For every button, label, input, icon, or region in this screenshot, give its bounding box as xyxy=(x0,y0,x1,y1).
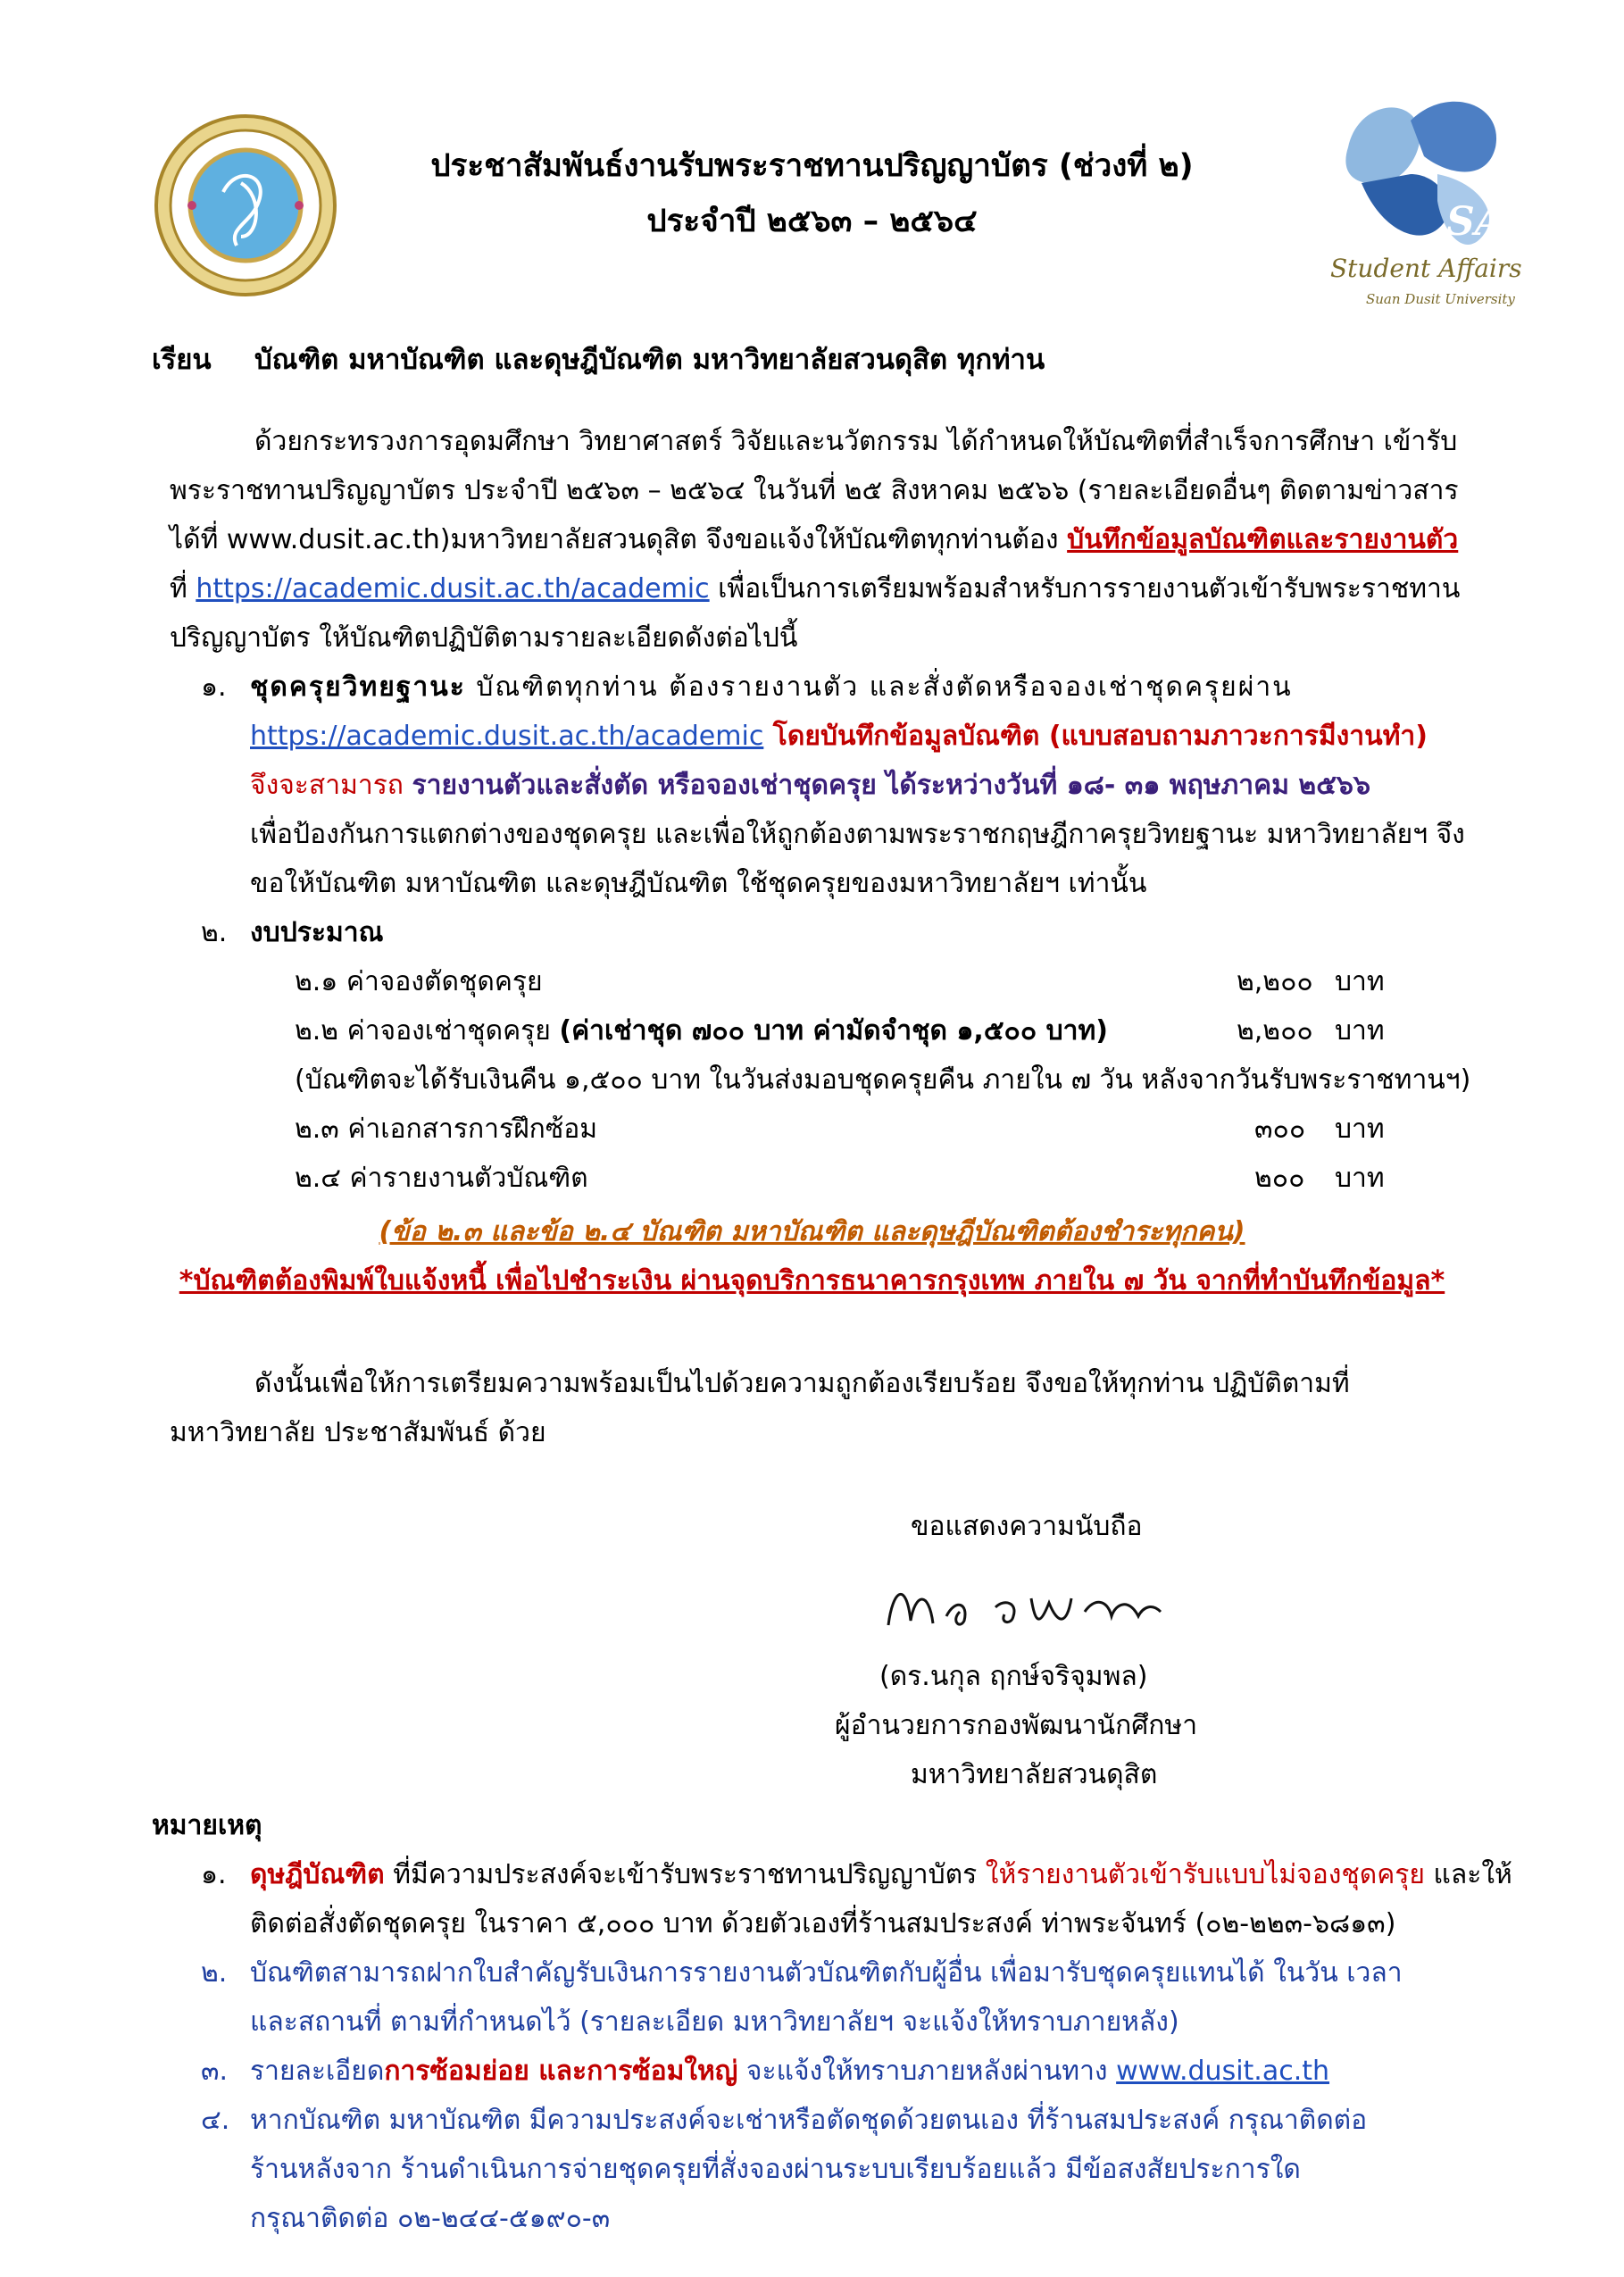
salutation-label: เรียน xyxy=(152,344,212,376)
signer-position: ผู้อำนวยการกองพัฒนานักศึกษา xyxy=(835,1710,1198,1741)
note3-rehearsal: การซ้อมย่อย และการซ้อมใหญ่ xyxy=(384,2056,738,2087)
item1-period: รายงานตัวและสั่งตัด หรือจองเช่าชุดครุย ได้ระหว่างวันที่ ๑๘- ๓๑ พฤษภาคม ๒๕๖๖ xyxy=(412,770,1370,801)
note1-text: ที่มีความประสงค์จะเข้ารับพระราชทานปริญญาบัตร xyxy=(384,1859,986,1890)
item2-number: ๒. xyxy=(201,917,228,948)
note1-line-2: ติดต่อสั่งตัดชุดครุย ในราคา ๕,๐๐๐ บาท ด้วยตัวเองที่ร้านสมประสงค์ ท่าพระจันทร์ (๐๒-๒๒๓-๖๘๑๓) xyxy=(250,1908,1396,1939)
budget-amount-2-2: ๒,๒๐๐ xyxy=(1237,1015,1313,1047)
note1-number: ๑. xyxy=(201,1859,227,1890)
item1-line-5: ขอให้บัณฑิต มหาบัณฑิต และดุษฎีบัณฑิต ใช้ชุดครุยของมหาวิทยาลัยฯ เท่านั้น xyxy=(250,868,1147,899)
note3-text: จะแจ้งให้ทราบภายหลังผ่านทาง xyxy=(737,2056,1117,2087)
handwritten-signature xyxy=(879,1572,1174,1643)
budget-amount-2-3: ๓๐๐ xyxy=(1254,1113,1306,1145)
dusit-website-link[interactable]: www.dusit.ac.th xyxy=(1116,2056,1330,2087)
budget-row-2-4 xyxy=(295,1161,588,1197)
item1-line-1 xyxy=(250,670,1293,705)
note1-line-1 xyxy=(250,1857,1512,1893)
signer-organization: มหาวิทยาลัยสวนดุสิต xyxy=(911,1759,1158,1790)
note3-prefix: รายละเอียด xyxy=(250,2056,385,2087)
record-data-notice: บันทึกข้อมูลบัณฑิตและรายงานตัว xyxy=(1067,524,1459,555)
sa-logo-mark: SA xyxy=(1446,199,1505,245)
budget-unit-2-3: บาท xyxy=(1335,1113,1385,1145)
note3-line-1 xyxy=(250,2054,1329,2089)
note4-line-3: กรุณาติดต่อ ๐๒-๒๔๔-๕๑๙๐-๓ xyxy=(250,2203,611,2234)
intro-line-4 xyxy=(170,571,1460,607)
item1-line-2 xyxy=(250,719,1428,755)
note1-highlight: ให้รายงานตัวเข้ารับแบบไม่จองชุดครุย xyxy=(985,1859,1425,1890)
student-affairs-logo-name: Student Affairs xyxy=(1330,254,1522,283)
budget-row-2-1 xyxy=(295,964,543,1000)
page-title: ประชาสัมพันธ์งานรับพระราชทานปริญญาบัตร (ช่วงที่ ๒) xyxy=(430,148,1194,184)
budget-row-label: ๒.๒ ค่าจองเช่าชุดครุย xyxy=(295,1015,560,1047)
budget-row-label: ๒.๓ ค่าเอกสารการฝึกซ้อม xyxy=(295,1113,597,1145)
budget-unit-2-1: บาท xyxy=(1335,966,1385,997)
item1-line-4: เพื่อป้องกันการแตกต่างของชุดครุย และเพื่อให้ถูกต้องตามพระราชกฤษฎีกาครุยวิทยฐานะ มหาวิทยาลัยฯ จึง xyxy=(250,819,1465,850)
budget-row-bold: (ค่าเช่าชุด ๗๐๐ บาท ค่ามัดจำชุด ๑,๕๐๐ บาท) xyxy=(559,1015,1108,1047)
intro-line-5: ปริญญาบัตร ให้บัณฑิตปฏิบัติตามรายละเอียดดังต่อไปนี้ xyxy=(170,622,798,654)
item1-line-3 xyxy=(250,768,1370,804)
budget-row-2-3 xyxy=(295,1112,597,1147)
note2-line-1: บัณฑิตสามารถฝากใบสำคัญรับเงินการรายงานตัวบัณฑิตกับผู้อื่น เพื่อมารับชุดครุยแทนได้ ในวัน เวลา xyxy=(250,1957,1403,1989)
intro-line-3-text: ได้ที่ www.dusit.ac.th)มหาวิทยาลัยสวนดุสิต จึงขอแจ้งให้บัณฑิตทุกท่านต้อง xyxy=(170,524,1068,555)
closing-line-2: มหาวิทยาลัย ประชาสัมพันธ์ ด้วย xyxy=(170,1417,546,1448)
budget-row-label: ๒.๔ ค่ารายงานตัวบัณฑิต xyxy=(295,1163,588,1194)
item1-line-3-prefix: จึงจะสามารถ xyxy=(250,770,412,801)
note4-line-1: หากบัณฑิต มหาบัณฑิต มีความประสงค์จะเช่าหรือตัดชุดด้วยตนเอง ที่ร้านสมประสงค์ กรุณาติดต่อ xyxy=(250,2105,1368,2136)
item1-heading: ชุดครุยวิทยฐานะ xyxy=(250,671,466,703)
invoice-note: *บัณฑิตต้องพิมพ์ใบแจ้งหนี้ เพื่อไปชำระเงิน ผ่านจุดบริการธนาคารกรุงเทพ ภายใน ๗ วัน จากที่ทำบันทึกข้อมูล* xyxy=(179,1265,1445,1297)
note3-number: ๓. xyxy=(201,2056,229,2087)
regards: ขอแสดงความนับถือ xyxy=(911,1511,1143,1542)
note1-suffix: และให้ xyxy=(1424,1859,1512,1890)
refund-note: (บัณฑิตจะได้รับเงินคืน ๑,๕๐๐ บาท ในวันส่งมอบชุดครุยคืน ภายใน ๗ วัน หลังจากวันรับพระราชทานฯ) xyxy=(295,1064,1471,1096)
notes-title: หมายเหตุ xyxy=(152,1810,262,1841)
item2-title: งบประมาณ xyxy=(250,917,384,948)
budget-amount-2-1: ๒,๒๐๐ xyxy=(1237,966,1313,997)
student-affairs-logo-sub: Suan Dusit University xyxy=(1366,291,1515,307)
note4-number: ๔. xyxy=(201,2105,230,2136)
note1-doctoral: ดุษฎีบัณฑิต xyxy=(250,1859,385,1890)
intro-line-3 xyxy=(170,522,1458,558)
note2-line-2: และสถานที่ ตามที่กำหนดไว้ (รายละเอียด มหาวิทยาลัยฯ จะแจ้งให้ทราบภายหลัง) xyxy=(250,2006,1179,2038)
budget-amount-2-4: ๒๐๐ xyxy=(1254,1163,1305,1194)
academic-link[interactable]: https://academic.dusit.ac.th/academic xyxy=(196,573,710,605)
intro-line-1: ด้วยกระทรวงการอุดมศึกษา วิทยาศาสตร์ วิจัยและนวัตกรรม ได้กำหนดให้บัณฑิตที่สำเร็จการศึกษา เข้ารับ xyxy=(254,426,1458,457)
item1-number: ๑. xyxy=(201,671,227,703)
must-pay-note: (ข้อ ๒.๓ และข้อ ๒.๔ บัณฑิต มหาบัณฑิต และดุษฎีบัณฑิตต้องชำระทุกคน) xyxy=(379,1216,1245,1247)
budget-row-label: ๒.๑ ค่าจองตัดชุดครุย xyxy=(295,966,543,997)
intro-line-4-prefix: ที่ xyxy=(170,573,196,605)
budget-unit-2-2: บาท xyxy=(1335,1015,1385,1047)
page-subtitle: ประจำปี ๒๕๖๓ – ๒๕๖๔ xyxy=(646,204,978,239)
note4-line-2: ร้านหลังจาก ร้านดำเนินการจ่ายชุดครุยที่สั่งจองผ่านระบบเรียบร้อยแล้ว มีข้อสงสัยประการใด xyxy=(250,2154,1301,2185)
signer-name: (ดร.นกุล ฤกษ์จริจุมพล) xyxy=(879,1661,1148,1692)
item1-academic-link[interactable]: https://academic.dusit.ac.th/academic xyxy=(250,721,764,752)
item1-line-1-text: บัณฑิตทุกท่าน ต้องรายงานตัว และสั่งตัดหรือจองเช่าชุดครุยผ่าน xyxy=(465,671,1293,703)
salutation-text: บัณฑิต มหาบัณฑิต และดุษฎีบัณฑิต มหาวิทยาลัยสวนดุสิต ทุกท่าน xyxy=(254,344,1045,376)
intro-line-2: พระราชทานปริญญาบัตร ประจำปี ๒๕๖๓ – ๒๕๖๔ ในวันที่ ๒๕ สิงหาคม ๒๕๖๖ (รายละเอียดอื่นๆ ติดตามข่าวสาร xyxy=(170,475,1459,506)
budget-unit-2-4: บาท xyxy=(1335,1163,1385,1194)
note2-number: ๒. xyxy=(201,1957,228,1989)
budget-row-2-2 xyxy=(295,1013,1108,1049)
item1-record-instruction: โดยบันทึกข้อมูลบัณฑิต (แบบสอบถามภาวะการมีงานทำ) xyxy=(763,721,1428,752)
intro-line-4-suffix: เพื่อเป็นการเตรียมพร้อมสำหรับการรายงานตัวเข้ารับพระราชทาน xyxy=(709,573,1461,605)
closing-line-1: ดังนั้นเพื่อให้การเตรียมความพร้อมเป็นไปด้วยความถูกต้องเรียบร้อย จึงขอให้ทุกท่าน ปฏิบัติตามที่ xyxy=(254,1368,1350,1399)
